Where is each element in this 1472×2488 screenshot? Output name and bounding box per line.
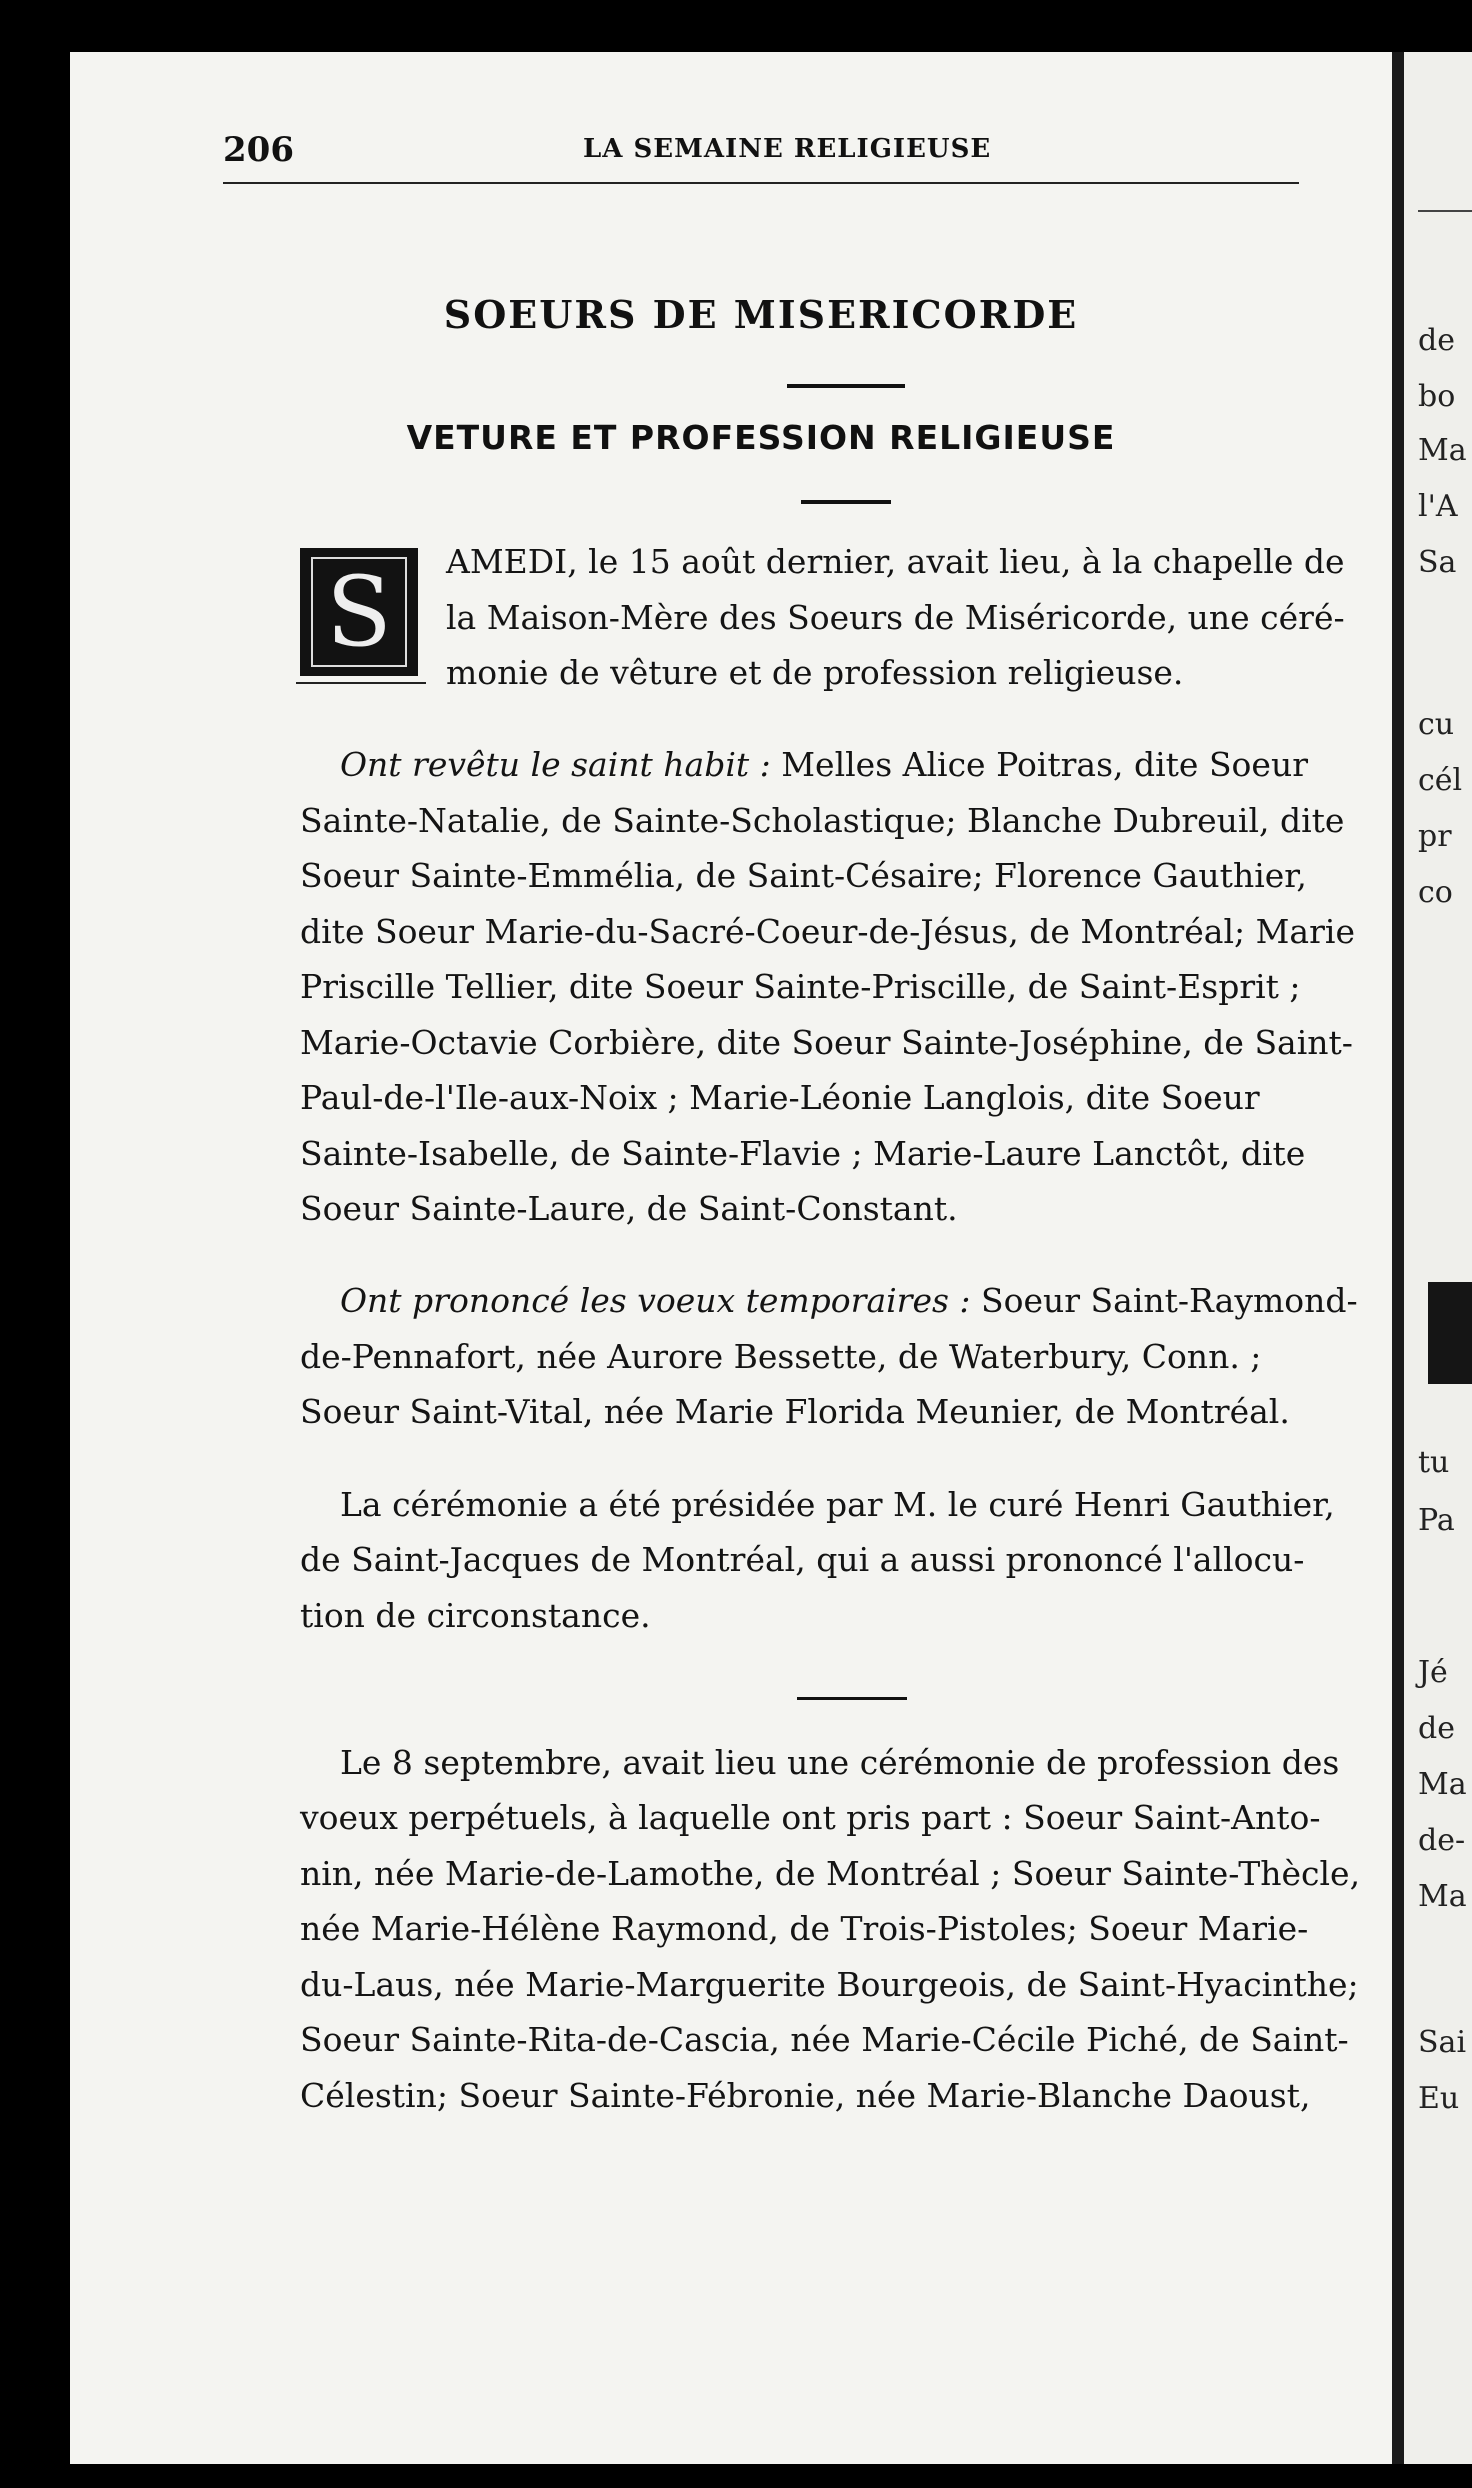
subtitle-rule — [801, 500, 891, 504]
drop-cap-rule — [296, 682, 426, 684]
body-line: Sainte-Isabelle, de Sainte-Flavie ; Marie-Laure Lanctôt, dite — [300, 1134, 1306, 1173]
body-line: Célestin; Soeur Sainte-Fébronie, née Marie-Blanche Daoust, — [300, 2076, 1311, 2115]
next-page-fragment: Sa — [1418, 545, 1457, 580]
body-line: née Marie-Hélène Raymond, de Trois-Pistoles; Soeur Marie- — [300, 1909, 1309, 1948]
next-page-fragment: de- — [1418, 1823, 1466, 1858]
body-line — [340, 745, 1308, 784]
body-line — [340, 1281, 1358, 1320]
next-page-fragment: l'A — [1418, 489, 1458, 524]
book-page-right-fragment — [1404, 52, 1472, 2464]
next-page-fragment: Pa — [1418, 1503, 1455, 1538]
next-page-fragment: bo — [1418, 379, 1456, 414]
body-line: Soeur Sainte-Laure, de Saint-Constant. — [300, 1189, 958, 1228]
next-page-fragment: Ma — [1418, 1879, 1467, 1914]
body-line: Marie-Octavie Corbière, dite Soeur Sainte-Joséphine, de Saint- — [300, 1023, 1353, 1062]
body-line-rest: Soeur Saint-Raymond- — [970, 1281, 1358, 1320]
next-page-fragment: Ma — [1418, 1767, 1467, 1802]
article-title: SOEURS DE MISERICORDE — [443, 292, 1079, 337]
header-rule — [223, 182, 1299, 184]
body-line: dite Soeur Marie-du-Sacré-Coeur-de-Jésus, de Montréal; Marie — [300, 912, 1355, 951]
italic-lead: Ont revêtu le saint habit : — [340, 745, 771, 784]
body-line: de-Pennafort, née Aurore Bessette, de Waterbury, Conn. ; — [300, 1337, 1262, 1376]
body-line: Le 8 septembre, avait lieu une cérémonie de profession des — [340, 1743, 1340, 1782]
body-line: nin, née Marie-de-Lamothe, de Montréal ; Soeur Sainte-Thècle, — [300, 1854, 1361, 1893]
article-subtitle: VETURE ET PROFESSION RELIGIEUSE — [406, 418, 1116, 457]
section-separator — [797, 1697, 907, 1700]
next-page-dropcap-fragment — [1428, 1282, 1472, 1384]
body-line: Priscille Tellier, dite Soeur Sainte-Priscille, de Saint-Esprit ; — [300, 967, 1301, 1006]
body-line: AMEDI, le 15 août dernier, avait lieu, à la chapelle de — [446, 542, 1345, 581]
ornamental-drop-cap — [300, 548, 418, 676]
page-gutter-shadow — [1392, 52, 1404, 2464]
next-page-fragment: Eu — [1418, 2081, 1460, 2116]
body-line-rest: Melles Alice Poitras, dite Soeur — [770, 745, 1308, 784]
body-line: Sainte-Natalie, de Sainte-Scholastique; Blanche Dubreuil, dite — [300, 801, 1345, 840]
body-line: de Saint-Jacques de Montréal, qui a aussi prononcé l'allocu- — [300, 1540, 1305, 1579]
body-line: du-Laus, née Marie-Marguerite Bourgeois, de Saint-Hyacinthe; — [300, 1965, 1359, 2004]
body-line: Paul-de-l'Ile-aux-Noix ; Marie-Léonie Langlois, dite Soeur — [300, 1078, 1260, 1117]
next-page-fragment: Ma — [1418, 433, 1467, 468]
body-line: tion de circonstance. — [300, 1596, 651, 1635]
body-line: La cérémonie a été présidée par M. le curé Henri Gauthier, — [340, 1485, 1335, 1524]
page-number: 206 — [223, 130, 294, 170]
drop-cap-letter: S — [311, 557, 407, 667]
next-page-fragment: cu — [1418, 707, 1455, 742]
body-line: Soeur Saint-Vital, née Marie Florida Meunier, de Montréal. — [300, 1392, 1290, 1431]
body-line: Soeur Sainte-Emmélia, de Saint-Césaire; Florence Gauthier, — [300, 856, 1307, 895]
page-header — [223, 130, 1299, 200]
title-rule — [787, 384, 905, 388]
next-page-fragment: de — [1418, 1711, 1455, 1746]
body-line: voeux perpétuels, à laquelle ont pris part : Soeur Saint-Anto- — [300, 1798, 1321, 1837]
body-line: la Maison-Mère des Soeurs de Miséricorde, une céré- — [446, 598, 1345, 637]
italic-lead: Ont prononcé les voeux temporaires : — [340, 1281, 971, 1320]
body-line: monie de vêture et de profession religieuse. — [446, 653, 1184, 692]
next-page-fragment: cél — [1418, 763, 1463, 798]
next-page-fragment: Jé — [1418, 1655, 1448, 1690]
next-page-fragment: tu — [1418, 1445, 1450, 1480]
next-page-fragment: Sai — [1418, 2025, 1467, 2060]
body-line: Soeur Sainte-Rita-de-Cascia, née Marie-Cécile Piché, de Saint- — [300, 2020, 1349, 2059]
next-page-fragment: co — [1418, 875, 1453, 910]
next-page-fragment: de — [1418, 323, 1455, 358]
next-page-header-rule — [1418, 210, 1472, 212]
running-title: LA SEMAINE RELIGIEUSE — [583, 134, 992, 164]
next-page-fragment: pr — [1418, 819, 1452, 854]
